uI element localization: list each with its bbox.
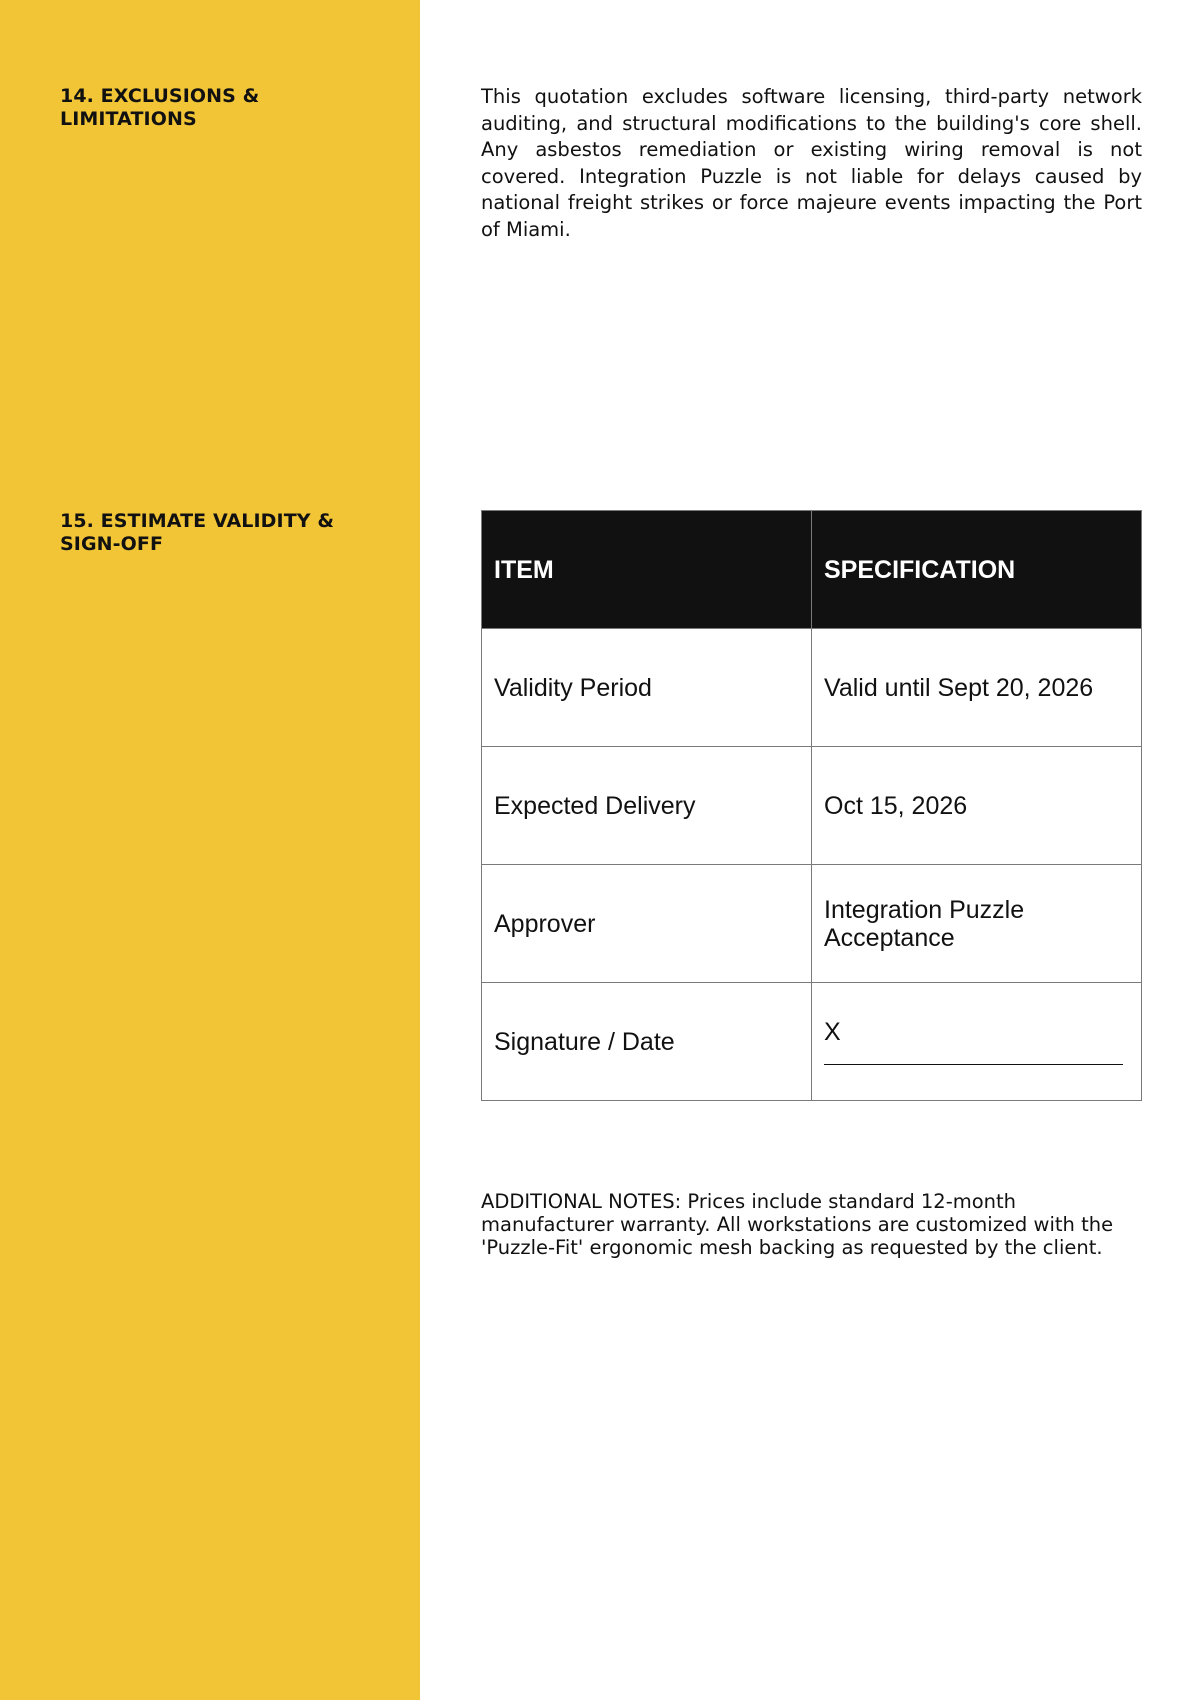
- table-row: [482, 865, 1142, 983]
- spec-cell: Valid until Sept 20, 2026: [812, 629, 1142, 747]
- additional-notes: ADDITIONAL NOTES: Prices include standard 12-month manufacturer warranty. All workstations are customized with the 'Puzzle-Fit' ergonomic mesh backing as requested by the client.: [481, 1190, 1114, 1259]
- yellow-sidebar: [0, 0, 420, 1700]
- item-cell: Approver: [482, 865, 812, 983]
- table-row: [482, 983, 1142, 1101]
- signature-cell[interactable]: [812, 983, 1142, 1101]
- item-cell: Validity Period: [482, 629, 812, 747]
- table-header-row: [482, 511, 1142, 629]
- item-cell: Expected Delivery: [482, 747, 812, 865]
- signature-line: [824, 1052, 1123, 1065]
- column-header-specification: SPECIFICATION: [812, 511, 1142, 629]
- table-row: [482, 747, 1142, 865]
- item-cell: Signature / Date: [482, 983, 812, 1101]
- exclusions-paragraph: This quotation excludes software licensing, third-party network auditing, and structural modifications to the building's core shell. Any asbestos remediation or existing wiring removal is not covered. Integration Puzzle is not liable for delays caused by national freight strikes or force majeure events impacting the Port of Miami.: [481, 85, 1142, 241]
- section-heading-validity: 15. ESTIMATE VALIDITY & SIGN-OFF: [60, 510, 334, 555]
- section-heading-exclusions: 14. EXCLUSIONS & LIMITATIONS: [60, 85, 260, 130]
- column-header-item: ITEM: [482, 511, 812, 629]
- signature-mark: X: [824, 1018, 841, 1046]
- spec-cell: Integration Puzzle Acceptance: [812, 865, 1142, 983]
- table-row: [482, 629, 1142, 747]
- signoff-table: [481, 510, 1142, 1101]
- spec-cell: Oct 15, 2026: [812, 747, 1142, 865]
